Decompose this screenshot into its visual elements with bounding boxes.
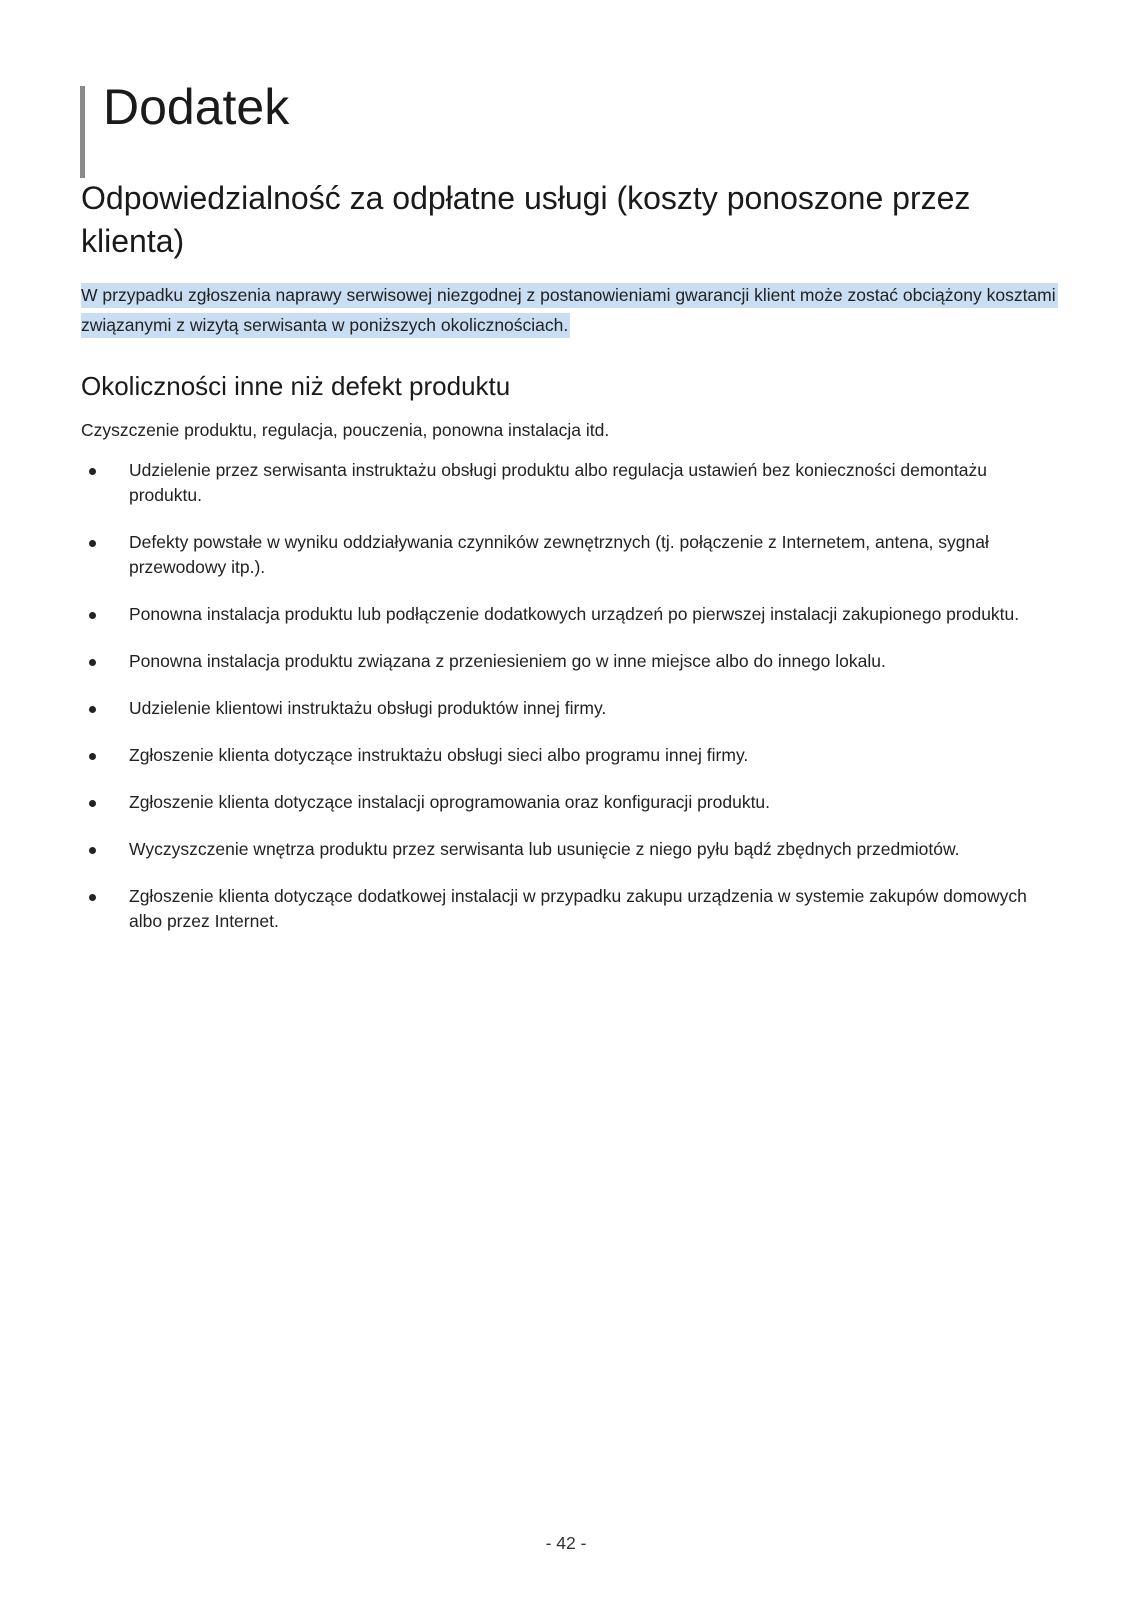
list-item-text: Udzielenie przez serwisanta instruktażu obsługi produktu albo regulacja ustawień bez konieczności demontażu produktu. bbox=[129, 460, 987, 505]
list-item-text: Zgłoszenie klienta dotyczące instruktażu obsługi sieci albo programu innej firmy. bbox=[129, 745, 749, 765]
bullet-icon bbox=[89, 659, 96, 666]
bullet-icon bbox=[89, 468, 96, 475]
selected-text-highlight[interactable]: W przypadku zgłoszenia naprawy serwisowej niezgodnej z postanowieniami gwarancji klient może zostać obciążony kosztami związanymi z wizytą serwisanta w poniższych okolicznościach. bbox=[81, 283, 1058, 338]
list-item bbox=[81, 837, 1041, 862]
list-item-text: Ponowna instalacja produktu lub podłączenie dodatkowych urządzeń po pierwszej instalacji zakupionego produktu. bbox=[129, 604, 1020, 624]
lead-paragraph: Czyszczenie produktu, regulacja, pouczenia, ponowna instalacja itd. bbox=[81, 420, 610, 440]
subsection-title: Okoliczności inne niż defekt produktu bbox=[81, 371, 511, 401]
bullet-icon bbox=[89, 540, 96, 547]
circumstances-list bbox=[81, 458, 1041, 956]
bullet-icon bbox=[89, 706, 96, 713]
section-title: Odpowiedzialność za odpłatne usługi (koszty ponoszone przez klienta) bbox=[81, 180, 971, 259]
list-item-text: Zgłoszenie klienta dotyczące instalacji oprogramowania oraz konfiguracji produktu. bbox=[129, 792, 771, 812]
list-item bbox=[81, 530, 1041, 580]
chapter-title: Dodatek bbox=[103, 79, 290, 135]
list-item-text: Ponowna instalacja produktu związana z przeniesieniem go w inne miejsce albo do innego lokalu. bbox=[129, 651, 886, 671]
chapter-marker-bar bbox=[80, 86, 85, 178]
list-item bbox=[81, 696, 1041, 721]
bullet-icon bbox=[89, 894, 96, 901]
list-item-text: Zgłoszenie klienta dotyczące dodatkowej instalacji w przypadku zakupu urządzenia w systemie zakupów domowych albo przez Internet. bbox=[129, 886, 1027, 931]
list-item bbox=[81, 884, 1041, 934]
list-item bbox=[81, 649, 1041, 674]
list-item bbox=[81, 602, 1041, 627]
bullet-icon bbox=[89, 612, 96, 619]
page-number: - 42 - bbox=[545, 1533, 587, 1553]
bullet-icon bbox=[89, 753, 96, 760]
list-item-text: Udzielenie klientowi instruktażu obsługi produktów innej firmy. bbox=[129, 698, 607, 718]
bullet-icon bbox=[89, 800, 96, 807]
list-item bbox=[81, 790, 1041, 815]
list-item bbox=[81, 458, 1041, 508]
list-item-text: Defekty powstałe w wyniku oddziaływania czynników zewnętrznych (tj. połączenie z Internetem, antena, sygnał przewodowy itp.). bbox=[129, 532, 989, 577]
intro-paragraph[interactable] bbox=[81, 280, 1061, 340]
bullet-icon bbox=[89, 847, 96, 854]
list-item bbox=[81, 743, 1041, 768]
list-item-text: Wyczyszczenie wnętrza produktu przez serwisanta lub usunięcie z niego pyłu bądź zbędnych przedmiotów. bbox=[129, 839, 960, 859]
